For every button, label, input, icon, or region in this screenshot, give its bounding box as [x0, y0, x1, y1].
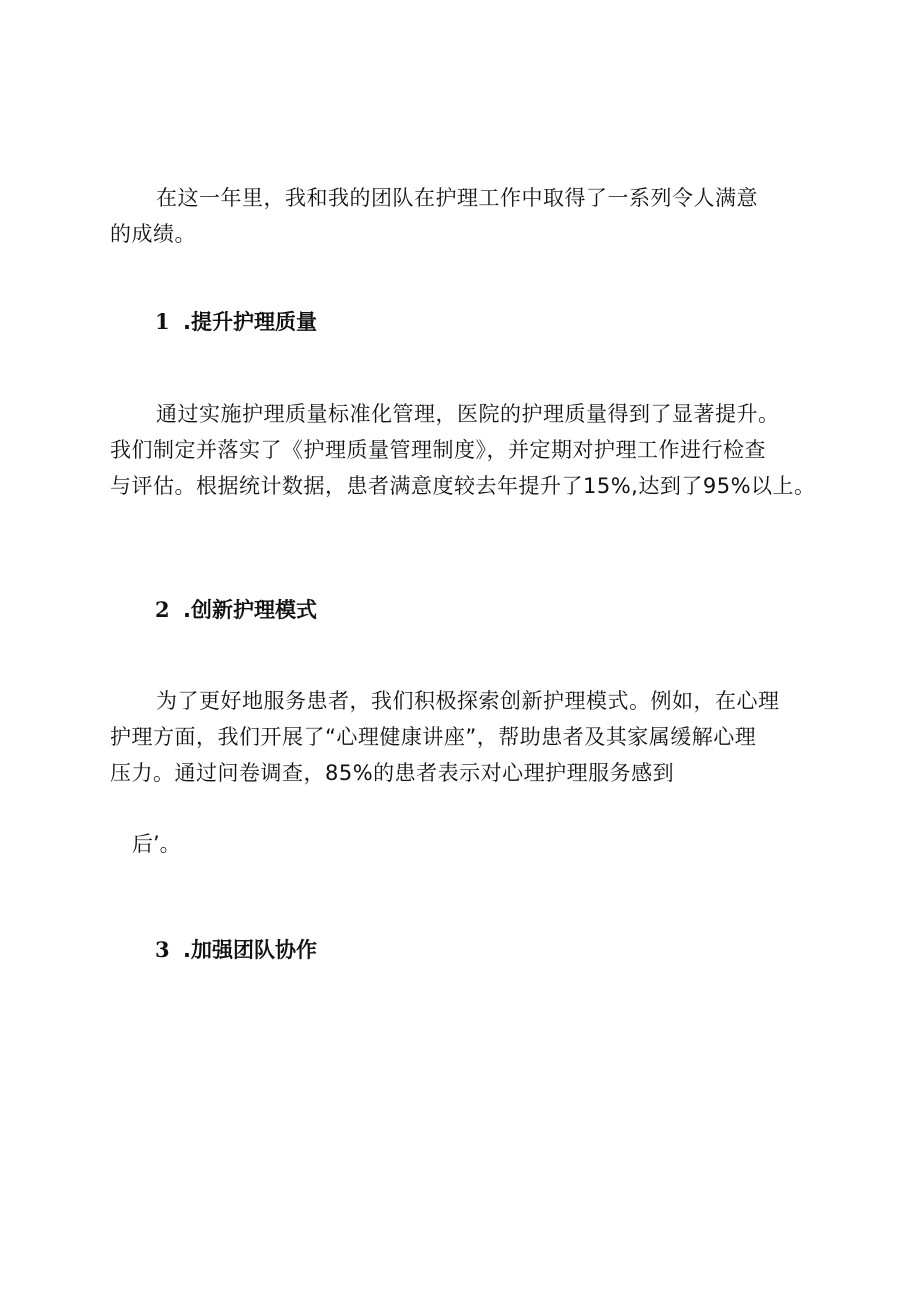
- paragraph-line: 在这一年里，我和我的团队在护理工作中取得了一系列令人满意: [156, 186, 758, 210]
- section-2-paragraph: [110, 683, 825, 791]
- section-number: 2: [155, 597, 170, 622]
- paragraph-line: 与评估。根据统计数据，患者满意度较去年提升了15%,达到了95%以上。: [110, 474, 816, 498]
- section-title: .加强团队协作: [183, 938, 317, 962]
- paragraph-line: 我们制定并落实了《护理质量管理制度》，并定期对护理工作进行检查: [110, 438, 766, 462]
- section-title: .创新护理模式: [183, 598, 317, 622]
- section-heading-1: [155, 307, 317, 337]
- section-heading-2: [155, 595, 317, 625]
- section-1-paragraph: [110, 396, 825, 504]
- section-number: 1: [155, 309, 170, 334]
- section-title: .提升护理质量: [183, 310, 317, 334]
- section-heading-3: [155, 935, 317, 965]
- paragraph-line: 护理方面，我们开展了“心理健康讲座”，帮助患者及其家属缓解心理: [110, 725, 757, 749]
- section-number: 3: [155, 937, 170, 962]
- paragraph-line: 的成绩。: [110, 222, 196, 246]
- paragraph-line: 压力。通过问卷调查，85%的患者表示对心理护理服务感到: [110, 761, 675, 785]
- paragraph-line: 为了更好地服务患者，我们积极探索创新护理模式。例如，在心理: [156, 689, 780, 713]
- intro-paragraph: [110, 180, 825, 252]
- text-fragment: 后’。: [132, 832, 181, 856]
- paragraph-line: 通过实施护理质量标准化管理，医院的护理质量得到了显著提升。: [156, 402, 780, 426]
